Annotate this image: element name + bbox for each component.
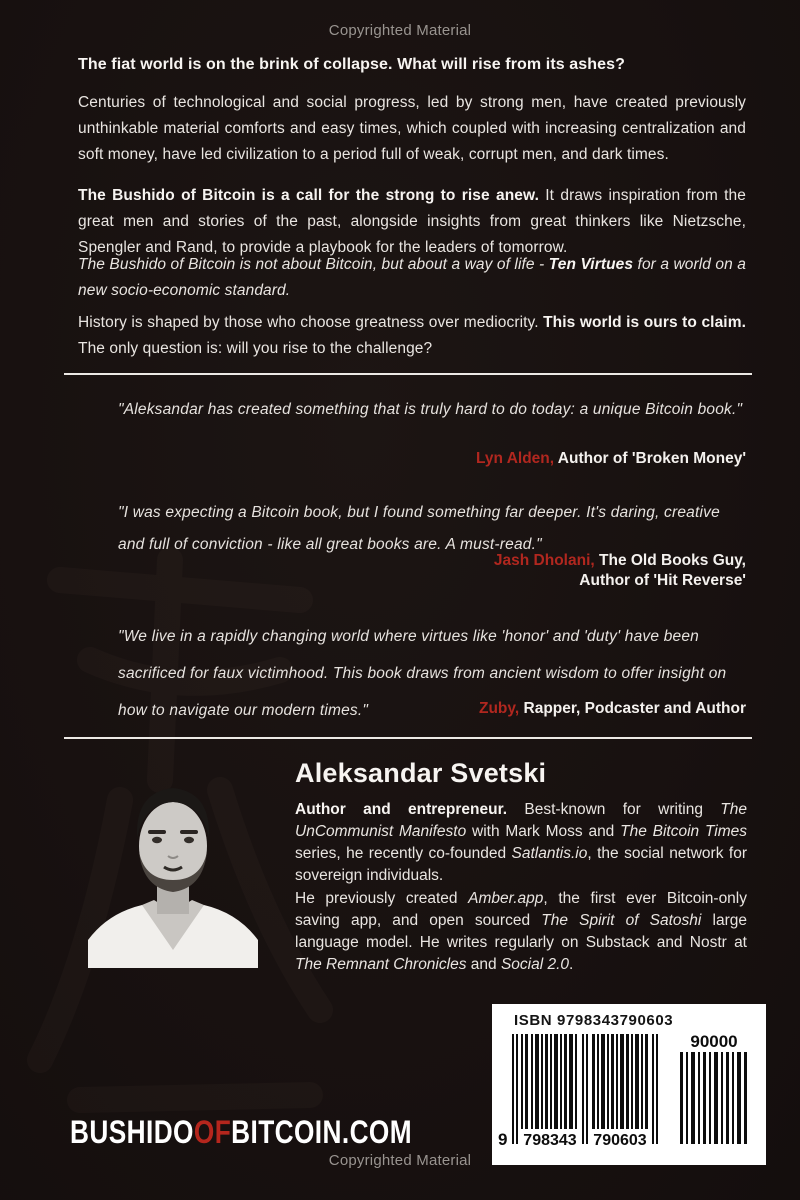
- quote-author-name: Lyn Alden,: [475, 450, 555, 467]
- bio-segment: .: [569, 956, 574, 973]
- bio-segment: series, he recently co-founded: [295, 845, 512, 862]
- barcode-digits-group2: 790603: [590, 1132, 650, 1150]
- quote-author-name: Jash Dholani,: [493, 552, 595, 569]
- portrait-brow-left: [148, 830, 166, 834]
- quote-attribution-zuby: [78, 699, 746, 719]
- paragraph-virtues-lead: The Bushido of Bitcoin is not about Bitcoin, but about a way of life -: [78, 256, 549, 273]
- bio-segment: He previously created: [295, 890, 469, 907]
- quote-text-zuby: "We live in a rapidly changing world where virtues like 'honor' and 'duty' have been sacrificed for faux victimhood. This book draws from ancient wisdom to offer insight on how to navigate our modern times.": [118, 628, 727, 719]
- divider-line-top: [64, 373, 752, 375]
- bio-segment: The Bitcoin Times: [620, 823, 747, 840]
- bio-segment: The UnCommunist Manifesto: [295, 801, 747, 840]
- paragraph-history-tail: The only question is: will you rise to the challenge?: [78, 340, 433, 357]
- portrait-brow-right: [180, 830, 198, 834]
- barcode-isbn-label: ISBN 9798343790603: [514, 1012, 674, 1029]
- author-name: Aleksandar Svetski: [295, 758, 547, 788]
- portrait-eye-right: [184, 837, 194, 843]
- quote-attribution-jash-dholani: [78, 551, 746, 591]
- quote-text-lyn-alden: "Aleksandar has created something that is truly hard to do today: a unique Bitcoin book.": [118, 401, 743, 418]
- barcode-addon-digits: 90000: [690, 1032, 738, 1051]
- website-logo: [70, 1114, 412, 1151]
- copyright-bottom-label: Copyrighted Material: [328, 1152, 472, 1169]
- paragraph-intro: Centuries of technological and social progress, led by strong men, have created previously unthinkable material comforts and easy times, which coupled with increasing centralization and soft money, have led civilization to a period full of weak, corrupt men, and dark times.: [78, 94, 746, 163]
- quote-text-jash-dholani: "I was expecting a Bitcoin book, but I found something far deeper. It's daring, creative and full of conviction - like all great books are. A must-read.": [118, 504, 720, 553]
- portrait-eye-left: [152, 837, 162, 843]
- paragraph-history: [78, 310, 746, 362]
- paragraph-virtues: [78, 252, 746, 304]
- bio-segment: Satlantis.io: [511, 845, 588, 862]
- website-logo-part2: OF: [193, 1114, 232, 1150]
- author-bio-paragraph-2: [295, 888, 747, 976]
- quote-attribution-lyn-alden: [78, 449, 746, 469]
- paragraph-call: [78, 183, 746, 261]
- bio-segment: Amber.app: [468, 890, 544, 907]
- paragraph-virtues-emphasis: Ten Virtues: [548, 256, 634, 273]
- website-logo-part1: BUSHIDO: [70, 1114, 194, 1150]
- barcode-digit-left: 9: [498, 1130, 508, 1149]
- barcode-digits-group1: 798343: [520, 1132, 580, 1150]
- author-bio-paragraph-1: [295, 799, 747, 887]
- headline: The fiat world is on the brink of collapse. What will rise from its ashes?: [78, 56, 626, 73]
- bio-segment: with Mark Moss and: [466, 823, 621, 840]
- quote-author-title: Author of 'Broken Money': [557, 450, 746, 467]
- paragraph-virtues-tail: for a world on a new socio-economic standard.: [78, 256, 746, 299]
- bio-segment: and: [466, 956, 501, 973]
- bio-segment: , the first ever Bitcoin-only saving app, and open sourced: [295, 890, 747, 929]
- quote-author-name: Zuby,: [479, 700, 520, 717]
- bio-segment: , the social network for sovereign individuals.: [295, 845, 747, 884]
- bio-segment: The Spirit of Satoshi: [541, 912, 702, 929]
- bio-segment: Social 2.0: [500, 956, 570, 973]
- bio-segment: Best-known for writing: [507, 801, 721, 818]
- bio-segment: The Remnant Chronicles: [295, 956, 467, 973]
- quote-author-title-line2: Author of 'Hit Reverse': [579, 572, 746, 589]
- quote-author-title: The Old Books Guy,: [599, 552, 746, 569]
- website-logo-part3: BITCOIN.COM: [231, 1114, 413, 1150]
- bio-segment: large language model. He writes regularly on Substack and Nostr at: [295, 912, 747, 951]
- barcode-panel: [492, 1004, 766, 1165]
- paragraph-history-lead: History is shaped by those who choose greatness over mediocrity.: [78, 314, 544, 331]
- paragraph-call-bold: The Bushido of Bitcoin is a call for the strong to rise anew.: [78, 187, 540, 204]
- author-photo: [80, 772, 266, 968]
- paragraph-call-rest: It draws inspiration from the great men and stories of the past, alongside insights from great thinkers like Nietzsche, Spengler and Rand, to provide a playbook for the leaders of tomorrow.: [78, 187, 746, 256]
- bio-segment: Author and entrepreneur.: [295, 801, 508, 818]
- divider-line-bottom: [64, 737, 752, 739]
- quote-author-title: Rapper, Podcaster and Author: [523, 700, 746, 717]
- paragraph-history-bold: This world is ours to claim.: [543, 314, 746, 331]
- copyright-top-label: Copyrighted Material: [328, 22, 472, 39]
